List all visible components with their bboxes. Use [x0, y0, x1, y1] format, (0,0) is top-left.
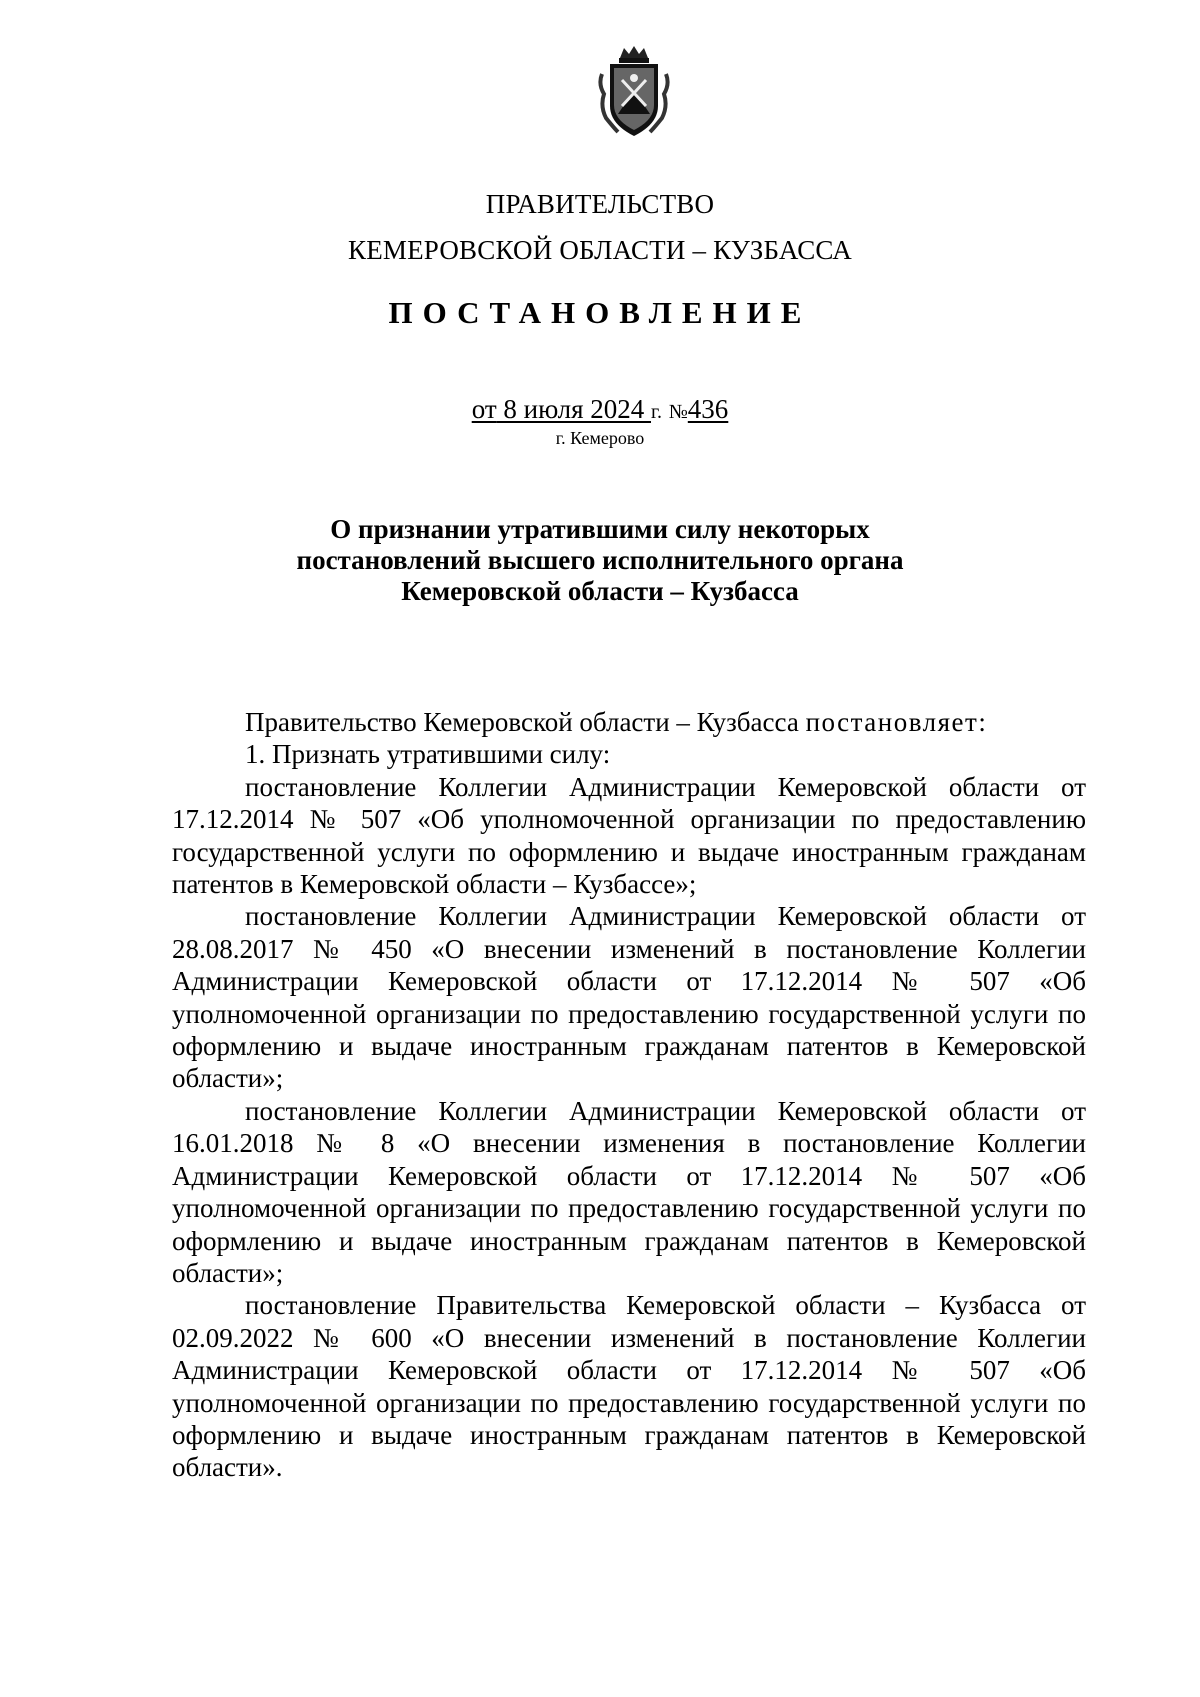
intro-text: Правительство Кемеровской области – Кузбасса [245, 707, 806, 737]
document-body [172, 706, 1086, 1484]
coat-of-arms-icon [596, 44, 672, 140]
date-value: 8 июля 2024 [496, 394, 651, 424]
document-number: 436 [687, 394, 729, 424]
paragraph-4: постановление Правительства Кемеровской области – Кузбасса от 02.09.2022 № 600 «О внесении изменений в постановление Коллегии Администрации Кемеровской области от 17.12.2014 № 507 «Об уполномоченной организации по предоставлению государственной услуги по оформлению и выдаче иностранным гражданам патентов в Кемеровской области». [172, 1290, 1086, 1483]
document-type-heading: ПОСТАНОВЛЕНИЕ [388, 295, 812, 330]
government-name-line1: ПРАВИТЕЛЬСТВО [485, 189, 715, 219]
intro-paragraph [172, 706, 1086, 738]
document-title [0, 514, 1200, 607]
title-line1: О признании утратившими силу некоторых [330, 514, 870, 544]
city-label: г. Кемерово [555, 428, 645, 448]
intro-end: : [978, 707, 986, 737]
government-name-line2: КЕМЕРОВСКОЙ ОБЛАСТИ – КУЗБАССА [348, 235, 852, 265]
paragraph-3: постановление Коллегии Администрации Кемеровской области от 16.01.2018 № 8 «О внесении изменения в постановление Коллегии Администрации Кемеровской области от 17.12.2014 № 507 «Об уполномоченной организации по предоставлению государственной услуги по оформлению и выдаче иностранным гражданам патентов в Кемеровской области»; [172, 1095, 1086, 1288]
document-date-number [0, 392, 1200, 429]
paragraph-1: постановление Коллегии Администрации Кемеровской области от 17.12.2014 № 507 «Об уполномоченной организации по предоставлению государственной услуги по оформлению и выдаче иностранным гражданам патентов в Кемеровской области – Кузбассе»; [172, 771, 1086, 900]
title-line3: Кемеровской области – Кузбасса [401, 576, 799, 606]
item-1: 1. Признать утратившими силу: [245, 739, 611, 770]
intro-verb: постановляет [805, 707, 979, 737]
number-sign: № [668, 401, 688, 423]
paragraph-2: постановление Коллегии Администрации Кемеровской области от 28.08.2017 № 450 «О внесении изменений в постановление Коллегии Администрации Кемеровской области от 17.12.2014 № 507 «Об уполномоченной организации по предоставлению государственной услуги по оформлению и выдаче иностранным гражданам патентов в Кемеровской области»; [172, 901, 1086, 1094]
date-year-suffix: г. [651, 401, 662, 423]
date-prefix: от [471, 394, 497, 424]
title-line2: постановлений высшего исполнительного органа [296, 545, 904, 575]
